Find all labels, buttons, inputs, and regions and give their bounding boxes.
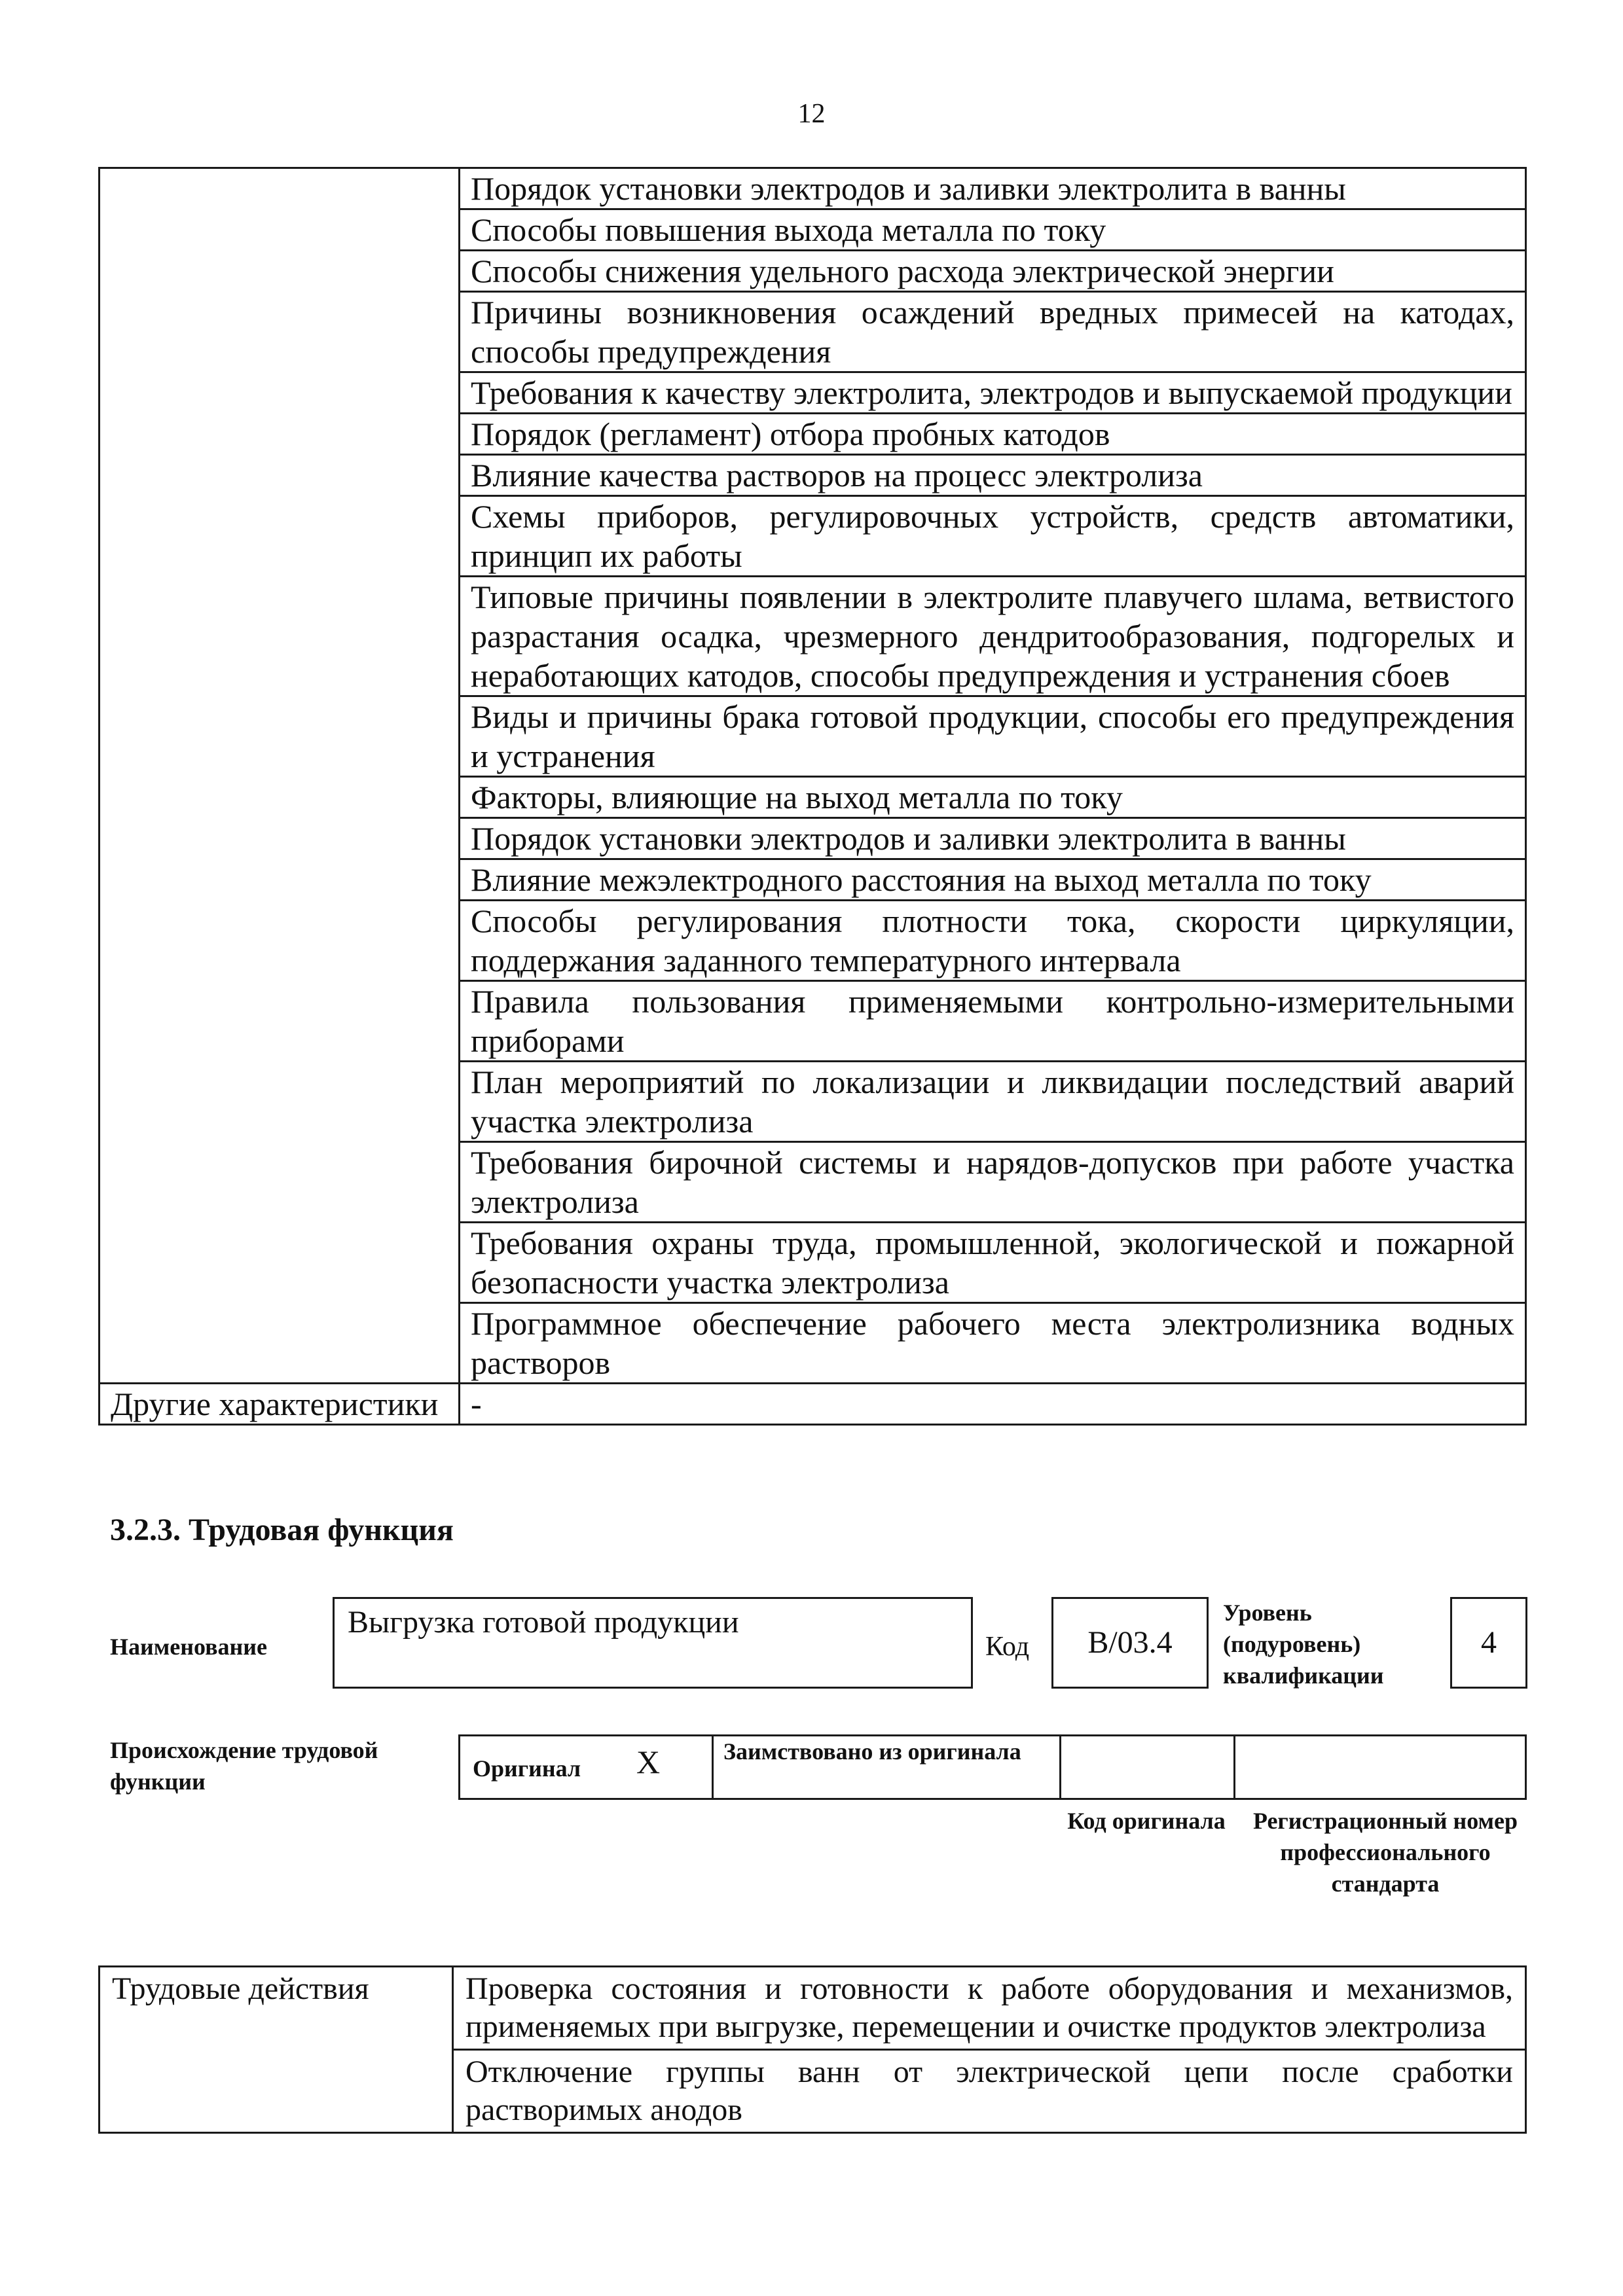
code-original-caption: Код оригинала xyxy=(1067,1808,1226,1834)
actions-table xyxy=(98,1965,1527,2134)
knowledge-item: План мероприятий по локализации и ликвидации последствий аварий участка электролиза xyxy=(460,1062,1526,1142)
actions-label: Трудовые действия xyxy=(100,1967,453,2133)
level-label: Уровень (подуровень) квалификации xyxy=(1223,1600,1384,1689)
knowledge-item: Порядок установки электродов и заливки электролита в ванны xyxy=(460,818,1526,859)
knowledge-item: Требования охраны труда, промышленной, экологической и пожарной безопасности участка электролиза xyxy=(460,1223,1526,1303)
level-value-box: 4 xyxy=(1450,1597,1527,1689)
knowledge-item: Правила пользования применяемыми контрольно-измерительными приборами xyxy=(460,981,1526,1062)
action-item: Отключение группы ванн от электрической цепи после сработки растворимых анодов xyxy=(453,2050,1526,2133)
origin-divider xyxy=(1233,1734,1235,1800)
other-characteristics-label: Другие характеристики xyxy=(100,1384,460,1425)
table-row xyxy=(100,1384,1526,1425)
original-label: Оригинал xyxy=(473,1755,581,1782)
borrowed-label: Заимствовано из оригинала xyxy=(723,1738,1021,1765)
knowledge-item: Порядок (регламент) отбора пробных катодов xyxy=(460,414,1526,455)
knowledge-item: Влияние межэлектродного расстояния на выход металла по току xyxy=(460,859,1526,901)
knowledge-item: Порядок установки электродов и заливки электролита в ванны xyxy=(460,168,1526,209)
code-label: Код xyxy=(985,1632,1030,1662)
page-number: 12 xyxy=(797,99,826,129)
knowledge-item: Способы регулирования плотности тока, скорости циркуляции, поддержания заданного температурного интервала xyxy=(460,901,1526,981)
action-item: Проверка состояния и готовности к работе оборудования и механизмов, применяемых при выгрузке, перемещении и очистке продуктов электролиза xyxy=(453,1967,1526,2050)
name-value-box: Выгрузка готовой продукции xyxy=(333,1597,973,1689)
origin-divider xyxy=(1059,1734,1061,1800)
knowledge-item: Факторы, влияющие на выход металла по току xyxy=(460,777,1526,818)
knowledge-item: Схемы приборов, регулировочных устройств, средств автоматики, принцип их работы xyxy=(460,496,1526,577)
origin-divider xyxy=(712,1734,714,1800)
reg-number-caption: Регистрационный номер профессионального стандарта xyxy=(1252,1808,1518,1897)
name-label: Наименование xyxy=(110,1634,267,1660)
knowledge-item: Способы повышения выхода металла по току xyxy=(460,209,1526,251)
knowledge-item: Причины возникновения осаждений вредных примесей на катодах, способы предупреждения xyxy=(460,292,1526,372)
knowledge-item: Требования к качеству электролита, электродов и выпускаемой продукции xyxy=(460,372,1526,414)
table-row xyxy=(100,1967,1526,2050)
knowledge-item: Влияние качества растворов на процесс электролиза xyxy=(460,455,1526,496)
knowledge-item: Виды и причины брака готовой продукции, способы его предупреждения и устранения xyxy=(460,696,1526,777)
origin-label: Происхождение трудовой функции xyxy=(110,1737,378,1795)
knowledge-label-cell xyxy=(100,168,460,1384)
section-title: 3.2.3. Трудовая функция xyxy=(110,1513,454,1547)
code-value-box: B/03.4 xyxy=(1051,1597,1209,1689)
knowledge-item: Способы снижения удельного расхода электрической энергии xyxy=(460,251,1526,292)
knowledge-item: Типовые причины появлении в электролите плавучего шлама, ветвистого разрастания осадка, чрезмерного дендритообразования, подгорелых и неработающих катодов, способы предупреждения и устранения сбоев xyxy=(460,577,1526,696)
knowledge-table xyxy=(98,167,1527,1426)
knowledge-item: Программное обеспечение рабочего места электролизника водных растворов xyxy=(460,1303,1526,1384)
table-row xyxy=(100,168,1526,209)
other-characteristics-value: - xyxy=(460,1384,1526,1425)
knowledge-item: Требования бирочной системы и нарядов-допусков при работе участка электролиза xyxy=(460,1142,1526,1223)
original-mark: X xyxy=(636,1744,661,1780)
